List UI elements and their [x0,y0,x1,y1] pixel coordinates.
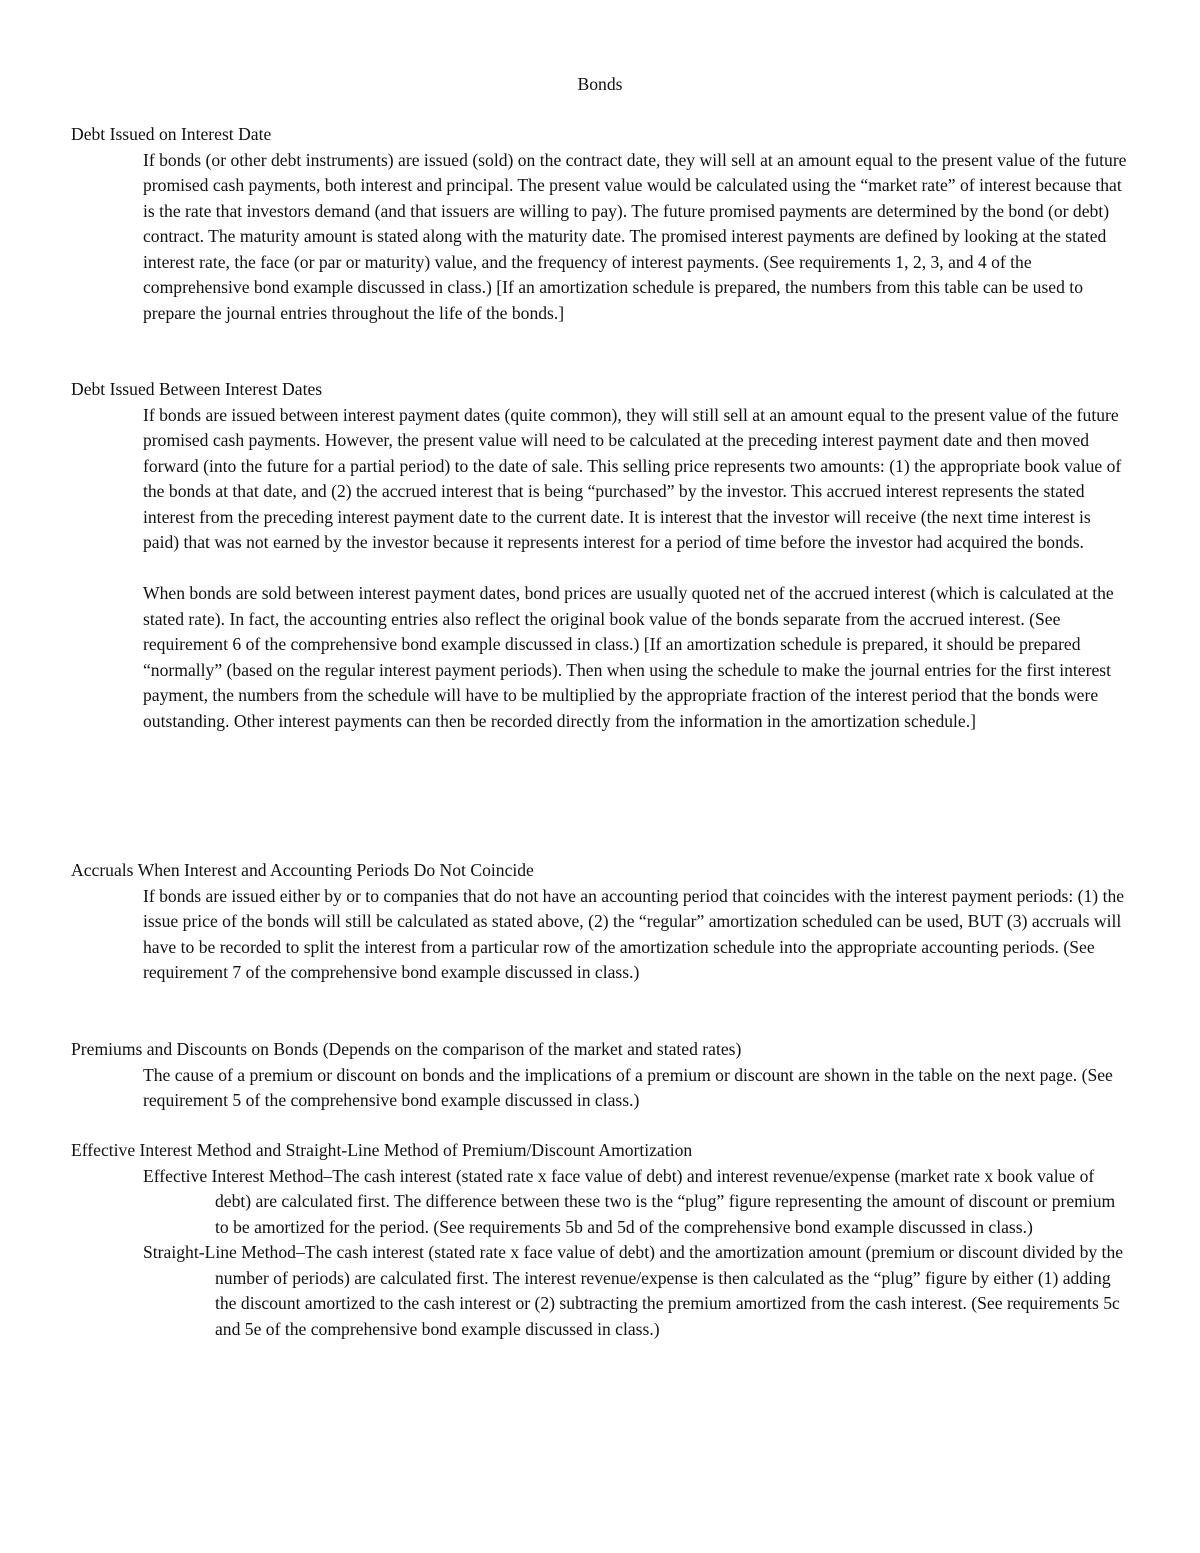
section-paragraph: The cause of a premium or discount on bonds and the implications of a premium or discount are shown in the table on the next page. (See requirement 5 of the comprehensive bond example discussed in class.) [143,1064,1113,1110]
document-title: Bonds [577,74,623,94]
section-premiums-and-discounts [71,1037,1131,1114]
effective-interest-method-item: Effective Interest Method–The cash interest (stated rate x face value of debt) and interest revenue/expense (market rate x book value of debt) are calculated first. The difference between these two is the “plug” figure representing the amount of discount or premium to be amortized for the period. (See requirements 5b and 5d of the comprehensive bond example discussed in class.) [143,1165,1116,1237]
section-heading: Premiums and Discounts on Bonds (Depends on the comparison of the market and stated rates) [71,1039,742,1059]
straight-line-method-item: Straight-Line Method–The cash interest (stated rate x face value of debt) and the amortization amount (premium or discount divided by the number of periods) are calculated first. The interest revenue/expense is then calculated as the “plug” figure by either (1) adding the discount amortized to the cash interest or (2) subtracting the premium amortized from the cash interest. (See requirements 5c and 5e of the comprehensive bond example discussed in class.) [143,1242,1124,1339]
section-heading: Debt Issued Between Interest Dates [71,379,323,399]
section-paragraph: If bonds are issued either by or to companies that do not have an accounting period that coincides with the interest payment periods: (1) the issue price of the bonds will still be calculated as stated above, (2) the “regular” amortization scheduled can be used, BUT (3) accruals will have to be recorded to split the interest from a particular row of the amortization schedule into the appropriate accounting periods. (See requirement 7 of the comprehensive bond example discussed in class.) [143,885,1125,982]
section-amortization-methods [71,1138,1131,1342]
section-debt-issued-on-interest-date [71,122,1131,326]
section-paragraph: If bonds are issued between interest payment dates (quite common), they will still sell at an amount equal to the present value of the future promised cash payments. However, the present value will need to be calculated at the preceding interest payment date and then moved forward (into the future for a partial period) to the date of sale. This selling price represents two amounts: (1) the appropriate book value of the bonds at that date, and (2) the accrued interest that is being “purchased” by the investor. This accrued interest represents the stated interest from the preceding interest payment date to the current date. It is interest that the investor will receive (the next time interest is paid) that was not earned by the investor because it represents interest for a period of time before the investor had acquired the bonds. [143,404,1122,552]
section-heading: Debt Issued on Interest Date [71,124,272,144]
section-heading: Accruals When Interest and Accounting Periods Do Not Coincide [71,860,534,880]
section-accruals [71,858,1131,986]
section-paragraph: If bonds (or other debt instruments) are issued (sold) on the contract date, they will sell at an amount equal to the present value of the future promised cash payments, both interest and principal. The present value would be calculated using the “market rate” of interest because that is the rate that investors demand (and that issuers are willing to pay). The future promised payments are determined by the bond (or debt) contract. The maturity amount is stated along with the maturity date. The promised interest payments are defined by looking at the stated interest rate, the face (or par or maturity) value, and the frequency of interest payments. (See requirements 1, 2, 3, and 4 of the comprehensive bond example discussed in class.) [If an amortization schedule is prepared, the numbers from this table can be used to prepare the journal entries throughout the life of the bonds.] [143,149,1127,323]
section-paragraph: When bonds are sold between interest payment dates, bond prices are usually quoted net of the accrued interest (which is calculated at the stated rate). In fact, the accounting entries also reflect the original book value of the bonds separate from the accrued interest. (See requirement 6 of the comprehensive bond example discussed in class.) [If an amortization schedule is prepared, it should be prepared “normally” (based on the regular interest payment periods). Then when using the schedule to make the journal entries for the first interest payment, the numbers from the schedule will have to be multiplied by the appropriate fraction of the interest period that the bonds were outstanding. Other interest payments can then be recorded directly from the information in the amortization schedule.] [143,583,1114,731]
section-heading: Effective Interest Method and Straight-Line Method of Premium/Discount Amortization [71,1140,693,1160]
section-debt-issued-between-interest-dates [71,377,1131,734]
